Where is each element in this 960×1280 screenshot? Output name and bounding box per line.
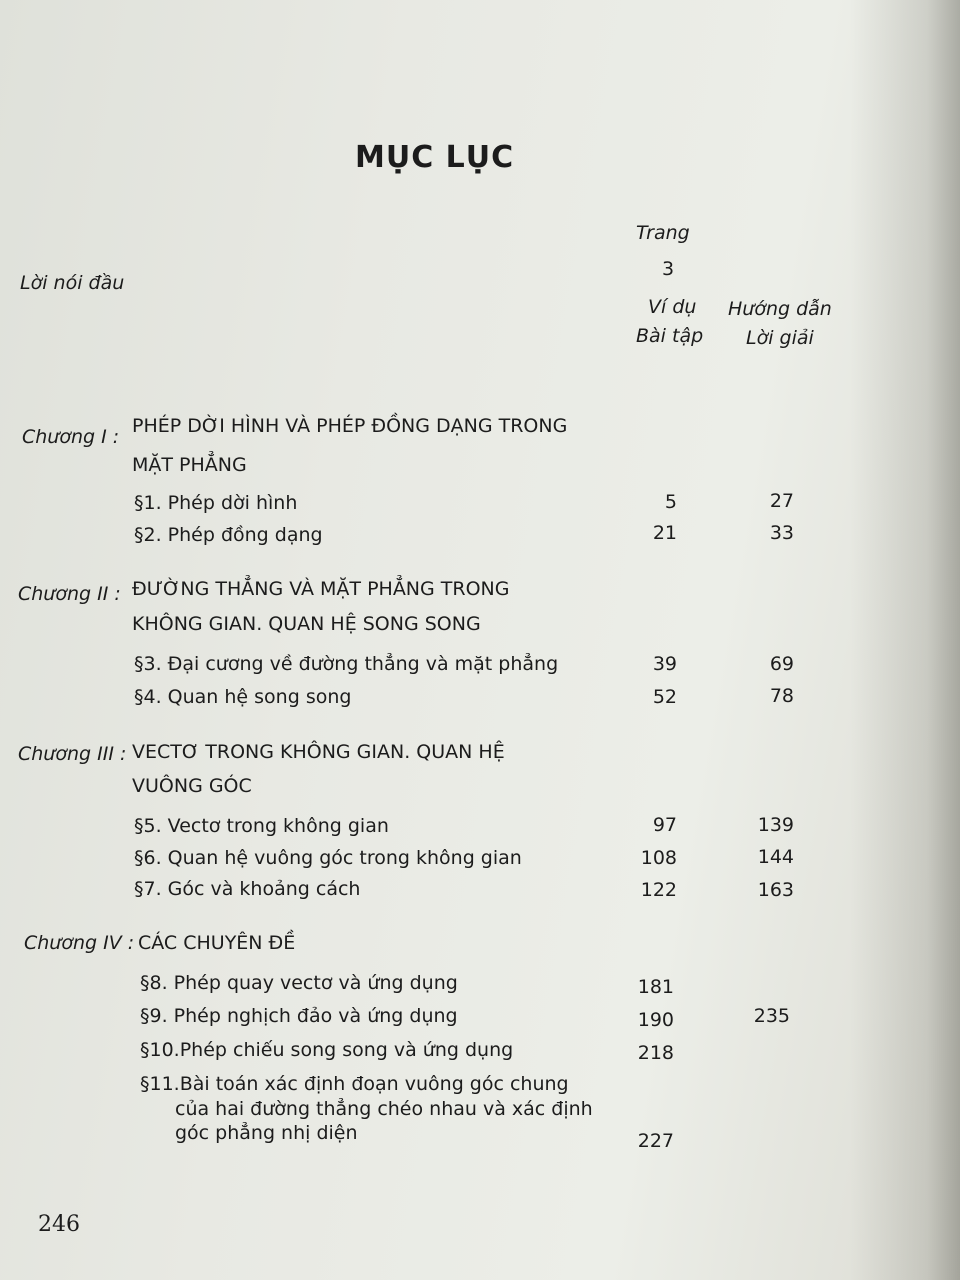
section-11-title-line3: góc phẳng nhị diện xyxy=(175,1122,358,1144)
section-4-title: §4. Quan hệ song song xyxy=(134,686,352,708)
header-loi-giai: Lời giải xyxy=(746,327,814,349)
section-4-solution-page: 78 xyxy=(769,685,794,707)
preface-label: Lời nói đầu xyxy=(20,272,125,294)
chapter-2-title-line2: KHÔNG GIAN. QUAN HỆ SONG SONG xyxy=(132,613,481,635)
section-7-example-page: 122 xyxy=(640,879,677,901)
section-4-example-page: 52 xyxy=(652,686,677,708)
chapter-1-title-line1: PHÉP DỜI HÌNH VÀ PHÉP ĐỒNG DẠNG TRONG xyxy=(132,415,568,437)
section-6-example-page: 108 xyxy=(640,847,677,869)
section-9-title: §9. Phép nghịch đảo và ứng dụng xyxy=(140,1005,458,1027)
chapter-1-title-line2: MẶT PHẲNG xyxy=(132,454,247,476)
section-11-example-page: 227 xyxy=(637,1130,674,1152)
page-spine-shadow xyxy=(850,0,960,1280)
section-7-solution-page: 163 xyxy=(757,879,794,901)
section-11-title-line1: §11.Bài toán xác định đoạn vuông góc chung xyxy=(140,1073,569,1095)
chapter-1-label: Chương I : xyxy=(22,426,120,448)
section-2-example-page: 21 xyxy=(652,522,677,544)
section-10-example-page: 218 xyxy=(637,1042,674,1064)
preface-page: 3 xyxy=(662,258,675,280)
page-title: MỤC LỤC xyxy=(355,140,515,175)
section-2-solution-page: 33 xyxy=(769,522,794,544)
section-3-example-page: 39 xyxy=(652,653,677,675)
section-5-example-page: 97 xyxy=(652,814,677,836)
section-9-solution-page: 235 xyxy=(753,1005,790,1027)
page-number: 246 xyxy=(38,1212,80,1237)
header-huong-dan: Hướng dẫn xyxy=(728,298,832,320)
chapter-2-title-line1: ĐƯỜNG THẲNG VÀ MẶT PHẲNG TRONG xyxy=(132,578,510,600)
section-1-title: §1. Phép dời hình xyxy=(134,492,298,514)
section-6-title: §6. Quan hệ vuông góc trong không gian xyxy=(134,847,522,869)
section-1-solution-page: 27 xyxy=(769,490,794,512)
section-2-title: §2. Phép đồng dạng xyxy=(134,524,323,546)
section-8-title: §8. Phép quay vectơ và ứng dụng xyxy=(140,972,458,994)
section-8-example-page: 181 xyxy=(637,976,674,998)
section-1-example-page: 5 xyxy=(664,491,677,513)
section-10-title: §10.Phép chiếu song song và ứng dụng xyxy=(140,1039,514,1061)
section-3-solution-page: 69 xyxy=(769,653,794,675)
chapter-2-label: Chương II : xyxy=(18,583,121,605)
section-5-title: §5. Vectơ trong không gian xyxy=(134,815,389,837)
header-bai-tap: Bài tập xyxy=(636,325,704,347)
chapter-4-label: Chương IV : xyxy=(24,932,135,954)
section-9-example-page: 190 xyxy=(637,1009,674,1031)
section-7-title: §7. Góc và khoảng cách xyxy=(134,878,361,900)
chapter-3-title-line1: VECTƠ TRONG KHÔNG GIAN. QUAN HỆ xyxy=(132,741,505,763)
section-3-title: §3. Đại cương về đường thẳng và mặt phẳng xyxy=(134,653,559,675)
section-5-solution-page: 139 xyxy=(757,814,794,836)
section-11-title-line2: của hai đường thẳng chéo nhau và xác định xyxy=(175,1098,593,1120)
section-6-solution-page: 144 xyxy=(757,846,794,868)
header-trang: Trang xyxy=(636,222,690,244)
chapter-3-title-line2: VUÔNG GÓC xyxy=(132,775,252,797)
chapter-4-title-line1: CÁC CHUYÊN ĐỀ xyxy=(138,932,296,954)
chapter-3-label: Chương III : xyxy=(18,743,127,765)
header-vi-du: Ví dụ xyxy=(648,296,697,318)
